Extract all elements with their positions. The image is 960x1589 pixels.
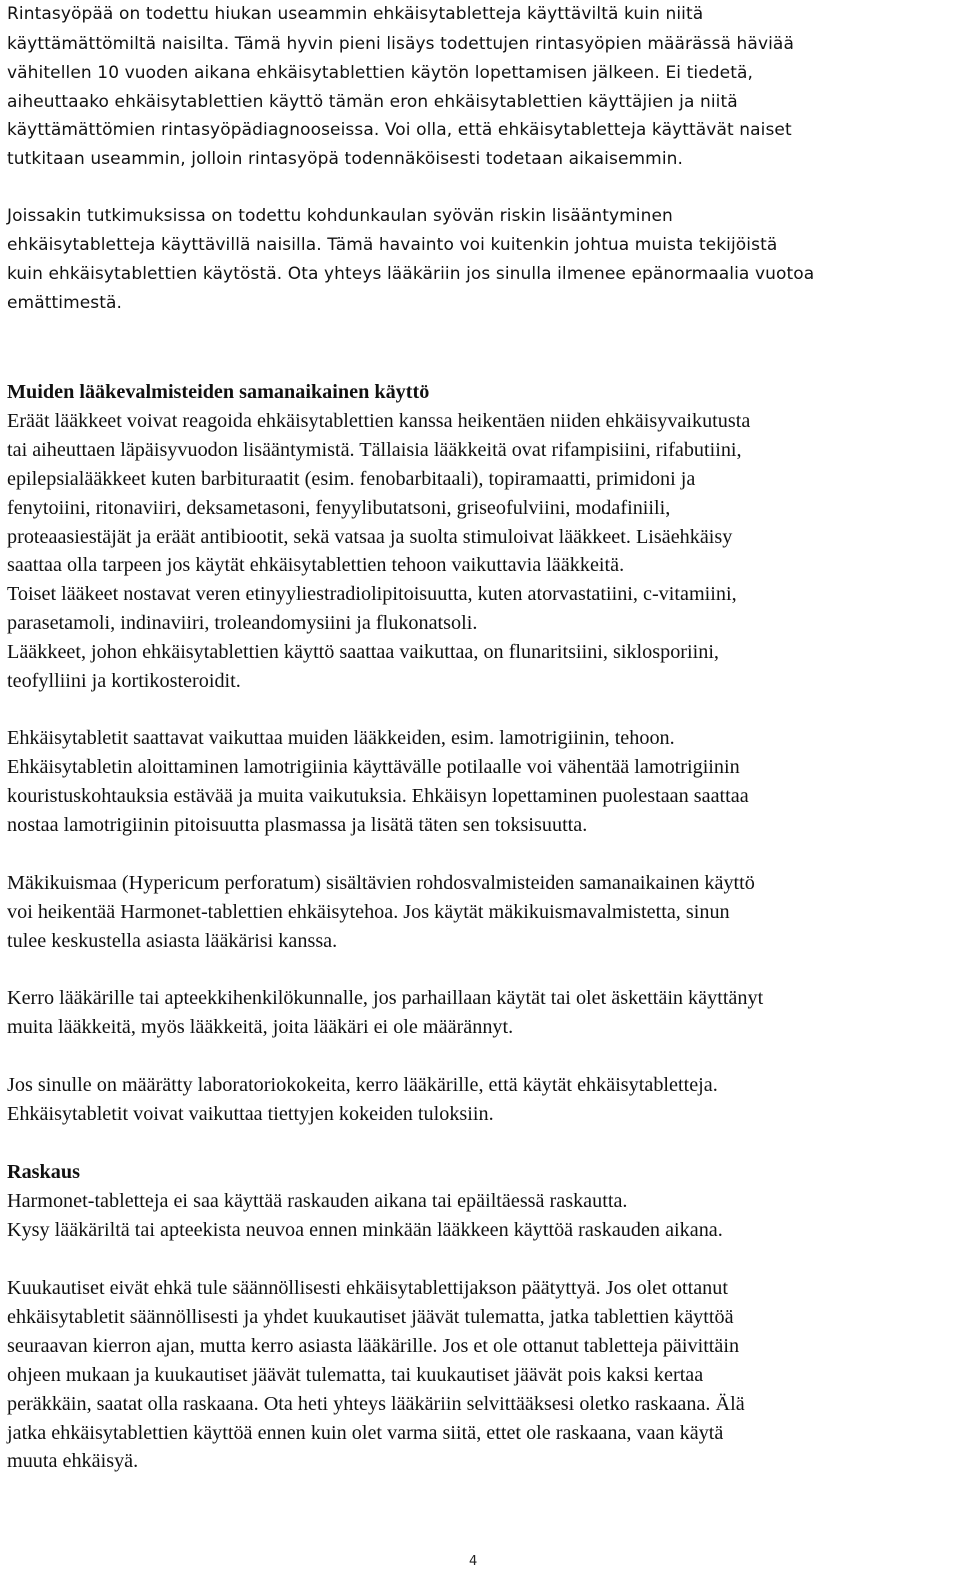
text-line: Jos sinulle on määrätty laboratoriokokeita, kerro lääkärille, että käytät ehkäisytabletteja.	[7, 1074, 718, 1096]
text-line: vähitellen 10 vuoden aikana ehkäisytablettien käytön lopettamisen jälkeen. Ei tiedetä,	[7, 63, 753, 83]
page-number: 4	[469, 1554, 478, 1569]
text-line: aiheuttaako ehkäisytablettien käyttö tämän eron ehkäisytablettien käyttäjien ja niitä	[7, 92, 738, 112]
text-line: muita lääkkeitä, myös lääkkeitä, joita lääkäri ei ole määrännyt.	[7, 1016, 514, 1038]
text-line: muuta ehkäisyä.	[7, 1450, 139, 1472]
text-line: saattaa olla tarpeen jos käytät ehkäisytablettien tehoon vaikuttavia lääkkeitä.	[7, 554, 625, 576]
text-line: kouristuskohtauksia estävää ja muita vaikutuksia. Ehkäisyn lopettaminen puolestaan saattaa	[7, 785, 749, 807]
text-line: Joissakin tutkimuksissa on todettu kohdunkaulan syövän riskin lisääntyminen	[7, 206, 673, 226]
text-line: fenytoiini, ritonaviiri, deksametasoni, fenyylibutatsoni, griseofulviini, modafiniili,	[7, 497, 671, 519]
text-line: parasetamoli, indinaviiri, troleandomysiini ja flukonatsoli.	[7, 612, 478, 634]
text-line: Ehkäisytabletin aloittaminen lamotrigiinia käyttävälle potilaalle voi vähentää lamotrigiinin	[7, 756, 740, 778]
text-line: Ehkäisytabletit voivat vaikuttaa tiettyjen kokeiden tuloksiin.	[7, 1103, 494, 1125]
text-line: seuraavan kierron ajan, mutta kerro asiasta lääkärille. Jos et ole ottanut tabletteja päivittäin	[7, 1335, 740, 1357]
text-line: tulee keskustella asiasta lääkärisi kanssa.	[7, 930, 338, 952]
text-line: ehkäisytabletteja käyttävillä naisilla. Tämä havainto voi kuitenkin johtua muista tekijöistä	[7, 235, 778, 255]
text-line: tai aiheuttaen läpäisyvuodon lisääntymistä. Tällaisia lääkkeitä ovat rifampisiini, rifabutiini,	[7, 439, 742, 461]
text-line: emättimestä.	[7, 293, 123, 313]
text-line: ehkäisytabletit säännöllisesti ja yhdet kuukautiset jäävät tulematta, jatka tablettien käyttöä	[7, 1306, 734, 1328]
text-line: Ehkäisytabletit saattavat vaikuttaa muiden lääkkeiden, esim. lamotrigiinin, tehoon.	[7, 727, 675, 749]
text-line: käyttämättömiltä naisilta. Tämä hyvin pieni lisäys todettujen rintasyöpien määrässä häviää	[7, 34, 794, 54]
text-line: teofylliini ja kortikosteroidit.	[7, 670, 241, 692]
text-line: Kerro lääkärille tai apteekkihenkilökunnalle, jos parhaillaan käytät tai olet äskettäin käyttänyt	[7, 987, 764, 1009]
text-line: käyttämättömien rintasyöpädiagnooseissa. Voi olla, että ehkäisytabletteja käyttävät naiset	[7, 120, 792, 140]
text-line: epilepsialääkkeet kuten barbituraatit (esim. fenobarbitaali), topiramaatti, primidoni ja	[7, 468, 696, 490]
text-line: peräkkäin, saatat olla raskaana. Ota heti yhteys lääkäriin selvittääksesi oletko raskaana. Älä	[7, 1393, 745, 1415]
text-line: kuin ehkäisytablettien käytöstä. Ota yhteys lääkäriin jos sinulla ilmenee epänormaalia vuotoa	[7, 264, 815, 284]
text-line: Mäkikuismaa (Hypericum perforatum) sisältävien rohdosvalmisteiden samanaikainen käyttö	[7, 872, 755, 894]
section-heading: Raskaus	[7, 1161, 80, 1183]
text-line: Toiset lääkeet nostavat veren etinyyliestradiolipitoisuutta, kuten atorvastatiini, c-vitamiini,	[7, 583, 737, 605]
text-line: Kysy lääkäriltä tai apteekista neuvoa ennen minkään lääkkeen käyttöä raskauden aikana.	[7, 1219, 723, 1241]
text-line: Rintasyöpää on todettu hiukan useammin ehkäisytabletteja käyttäviltä kuin niitä	[7, 4, 704, 24]
text-line: tutkitaan useammin, jolloin rintasyöpä todennäköisesti todetaan aikaisemmin.	[7, 149, 684, 169]
text-line: jatka ehkäisytablettien käyttöä ennen kuin olet varma siitä, ettet ole raskaana, vaan käytä	[7, 1422, 724, 1444]
text-line: nostaa lamotrigiinin pitoisuutta plasmassa ja lisätä täten sen toksisuutta.	[7, 814, 588, 836]
section-heading: Muiden lääkevalmisteiden samanaikainen käyttö	[7, 381, 430, 403]
text-line: voi heikentää Harmonet-tablettien ehkäisytehoa. Jos käytät mäkikuismavalmistetta, sinun	[7, 901, 730, 923]
text-line: Harmonet-tabletteja ei saa käyttää raskauden aikana tai epäiltäessä raskautta.	[7, 1190, 628, 1212]
text-line: Eräät lääkkeet voivat reagoida ehkäisytablettien kanssa heikentäen niiden ehkäisyvaikutusta	[7, 410, 751, 432]
text-line: proteaasiestäjät ja eräät antibiootit, sekä vatsaa ja suolta stimuloivat lääkkeet. Lisäehkäisy	[7, 526, 733, 548]
text-line: ohjeen mukaan ja kuukautiset jäävät tulematta, tai kuukautiset jäävät pois kaksi kertaa	[7, 1364, 704, 1386]
text-line: Kuukautiset eivät ehkä tule säännöllisesti ehkäisytablettijakson päätyttyä. Jos olet ottanut	[7, 1277, 728, 1299]
text-line: Lääkkeet, johon ehkäisytablettien käyttö saattaa vaikuttaa, on flunaritsiini, siklosporiini,	[7, 641, 719, 663]
